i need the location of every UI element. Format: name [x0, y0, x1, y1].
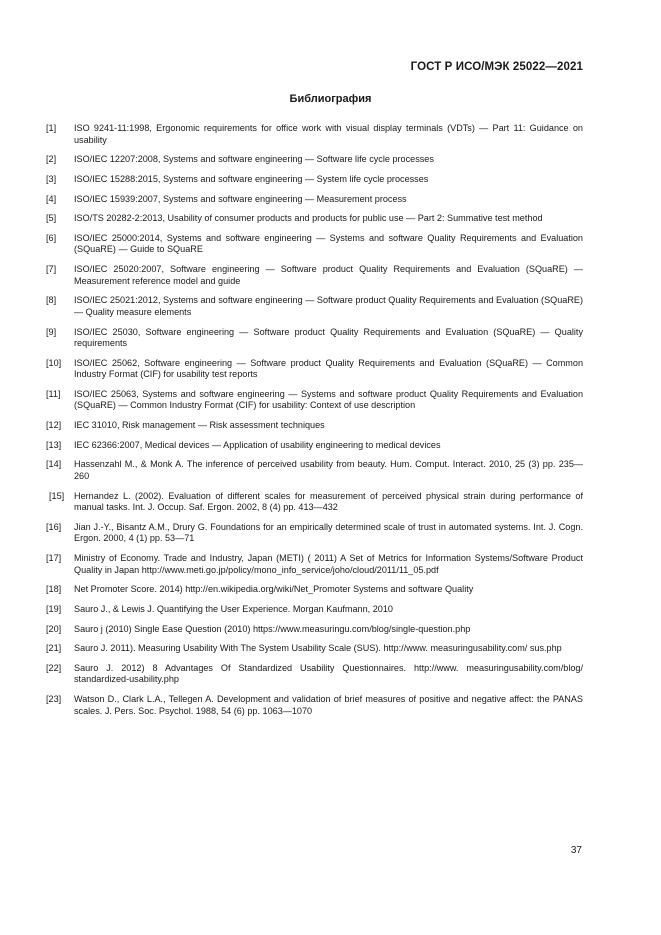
bibliography-entry [46, 154, 583, 166]
bibliography-entry [46, 123, 583, 146]
entry-text: Sauro J., & Lewis J. Quantifying the User Experience. Morgan Kaufmann, 2010 [74, 603, 393, 614]
bibliography-entry [46, 420, 583, 432]
entry-number: [8] [46, 295, 57, 306]
entry-text: Hernandez L. (2002). Evaluation of different scales for measurement of perceived physical strain during performance of manual tasks. Int. J. Occup. Saf. Ergon. 2002, 8 (4) pp. 413—432 [74, 490, 583, 513]
entry-number: [10] [46, 357, 62, 368]
entry-text: Watson D., Clark L.A., Tellegen A. Development and validation of brief measures of positive and negative affect: the PANAS scales. J. Pers. Soc. Psychol. 1988, 54 (6) pp. 1063—1070 [74, 694, 583, 716]
bibliography-entry [46, 643, 583, 655]
bibliography-entry [46, 389, 583, 412]
entry-number: [7] [46, 264, 57, 275]
entry-text: ISO/IEC 25062, Software engineering — Software product Quality Requirements and Evaluation (SQuaRE) — Common Industry Format (CIF) for usability test reports [74, 357, 583, 380]
entry-number: [4] [46, 193, 57, 204]
bibliography-entry [46, 663, 583, 686]
entry-number: [17] [46, 553, 62, 563]
entry-text: ISO/IEC 12207:2008, Systems and software engineering — Software life cycle processes [74, 154, 434, 165]
bibliography-entry [46, 624, 583, 636]
entry-number: [21] [46, 643, 62, 654]
bibliography-entry [46, 327, 583, 350]
entry-number: [18] [46, 584, 62, 595]
entry-number: [20] [46, 623, 62, 634]
entry-number: [16] [46, 521, 62, 532]
bibliography-title: Библиография [289, 93, 372, 105]
entry-text: ISO/IEC 25021:2012, Systems and software engineering — Software product Quality Requirements and Evaluation (SQuaRE) — Quality measure elements [74, 295, 583, 317]
document-header: ГОСТ Р ИСО/МЭК 25022—2021 [410, 61, 583, 73]
bibliography-entry [46, 174, 583, 186]
bibliography-entry [46, 522, 583, 545]
bibliography-list [46, 123, 583, 725]
entry-text: Sauro j (2010) Single Ease Question (2010) https://www.measuringu.com/blog/single-question.php [74, 623, 471, 634]
entry-text: ISO/IEC 25020:2007, Software engineering — Software product Quality Requirements and Evaluation (SQuaRE) — Measurement reference model and guide [74, 264, 583, 286]
bibliography-entry [46, 440, 583, 452]
entry-text: ISO/IEC 15939:2007, Systems and software engineering — Measurement process [74, 193, 407, 204]
bibliography-entry [46, 459, 583, 482]
bibliography-entry [46, 553, 583, 576]
entry-number: [22] [46, 662, 62, 673]
entry-number: [2] [46, 154, 57, 165]
entry-number: [15] [49, 490, 65, 501]
bibliography-entry [46, 604, 583, 616]
bibliography-entry [46, 584, 583, 596]
bibliography-entry [46, 233, 583, 256]
entry-text: Hassenzahl M., & Monk A. The inference of perceived usability from beauty. Hum. Comput. Interact. 2010, 25 (3) pp. 235—260 [74, 459, 583, 481]
bibliography-entry [46, 491, 583, 514]
bibliography-entry [46, 194, 583, 206]
entry-text: ISO/IEC 25030, Software engineering — Software product Quality Requirements and Evaluation (SQuaRE) — Quality requirements [74, 326, 583, 348]
bibliography-entry [46, 358, 583, 381]
bibliography-entry [46, 694, 583, 717]
bibliography-entry [46, 213, 583, 225]
entry-text: ISO/IEC 25000:2014, Systems and software engineering — Systems and software Quality Requirements and Evaluation (SQuaRE) — Guide to SQuaRE [74, 232, 583, 255]
entry-number: [12] [46, 420, 62, 431]
entry-text: Jian J.-Y., Bisantz A.M., Drury G. Foundations for an empirically determined scale of trust in automated systems. Int. J. Cogn. Ergon. 2000, 4 (1) pp. 53—71 [74, 521, 583, 544]
entry-text: ISO 9241-11:1998, Ergonomic requirements for office work with visual display terminals (VDTs) — Part 11: Guidance on usability [74, 123, 583, 145]
entry-number: [6] [46, 232, 57, 243]
page-number: 37 [570, 845, 582, 856]
entry-number: [11] [46, 388, 61, 399]
entry-text: Sauro J. 2011). Measuring Usability With The System Usability Scale (SUS). http://www. measuringusability.com/ sus.php [74, 643, 562, 654]
entry-text: ISO/IEC 25063, Systems and software engineering — Systems and software product Quality Requirements and Evaluation (SQuaRE) — Common Industry Format (CIF) for usability: Context of use description [74, 388, 583, 411]
entry-text: Net Promoter Score. 2014) http://en.wikipedia.org/wiki/Net_Promoter Systems and software Quality [74, 584, 474, 595]
entry-number: [9] [46, 326, 57, 337]
entry-text: ISO/IEC 15288:2015, Systems and software engineering — System life cycle processes [74, 173, 429, 184]
entry-number: [3] [46, 173, 57, 184]
entry-text: IEC 62366:2007, Medical devices — Application of usability engineering to medical devices [74, 439, 441, 450]
entry-number: [5] [46, 213, 57, 224]
entry-number: [14] [46, 459, 62, 470]
entry-number: [19] [46, 603, 62, 614]
entry-text: ISO/TS 20282-2:2013, Usability of consumer products and products for public use — Part 2: Summative test method [74, 213, 543, 224]
entry-number: [1] [46, 123, 57, 133]
entry-number: [13] [46, 439, 62, 450]
bibliography-entry [46, 264, 583, 287]
entry-number: [23] [46, 694, 62, 705]
entry-text: Sauro J. 2012) 8 Advantages Of Standardized Usability Questionnaires. http://www. measuringusability.com/blog/ standardized-usability.php [74, 662, 583, 685]
entry-text: Ministry of Economy. Trade and Industry, Japan (METI) ( 2011) A Set of Metrics for Information Systems/Software Product Quality in Japan http://www.meti.go.jp/policy/mono_info_service/joho/cloud/2011/11_05.pdf [74, 553, 583, 575]
entry-text: IEC 31010, Risk management — Risk assessment techniques [74, 420, 325, 431]
bibliography-entry [46, 295, 583, 318]
